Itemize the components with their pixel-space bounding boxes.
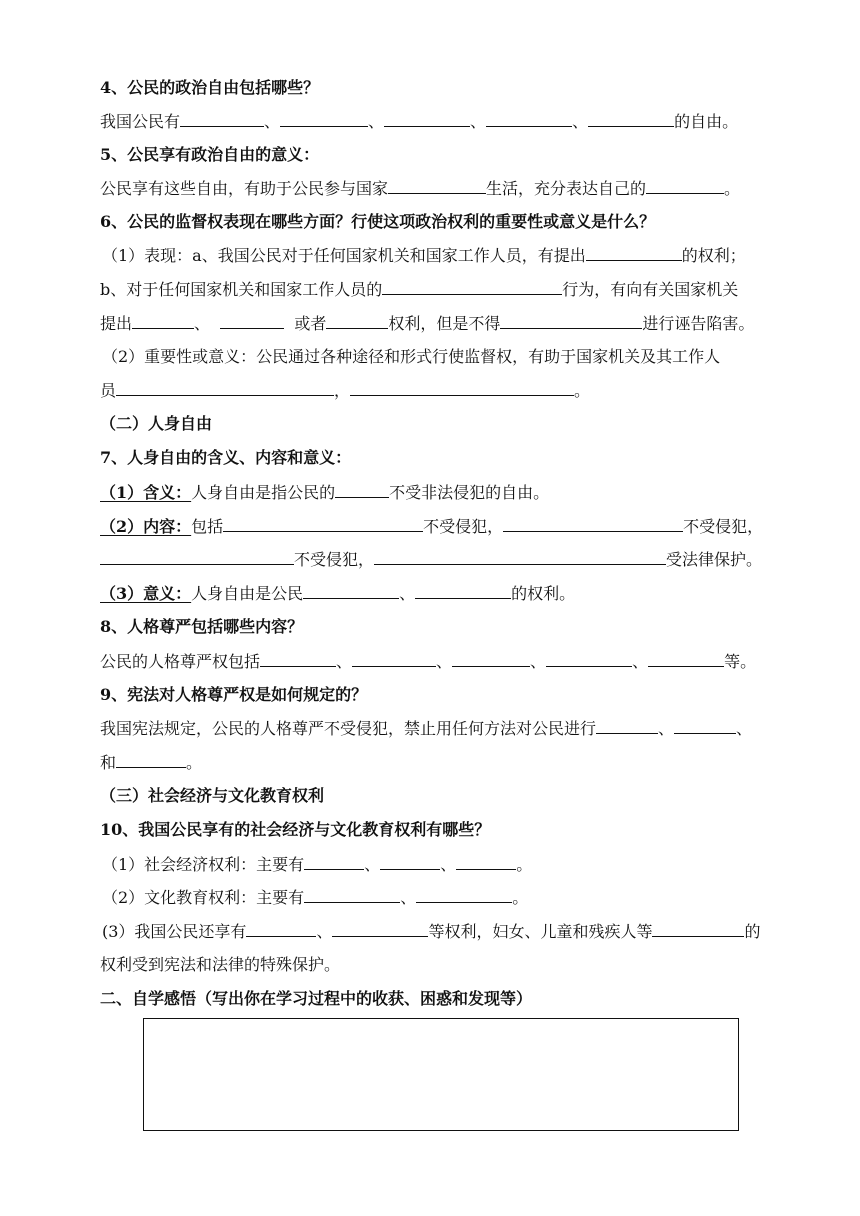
question-9-line-2 bbox=[100, 750, 790, 775]
question-4-answer bbox=[100, 109, 790, 134]
separator: 、 bbox=[440, 855, 457, 874]
blank[interactable] bbox=[220, 311, 284, 329]
question-4-title: 4、公民的政治自由包括哪些？ bbox=[100, 78, 320, 97]
blank[interactable] bbox=[246, 919, 316, 937]
question-10-line-4: 权利受到宪法和法律的特殊保护。 bbox=[100, 955, 341, 974]
q7-label: （1）含义： bbox=[100, 483, 192, 502]
q6-text: b、对于任何国家机关和国家工作人员的 bbox=[100, 280, 383, 299]
q5-text: 生活，充分表达自己的 bbox=[486, 179, 647, 198]
blank[interactable] bbox=[132, 311, 194, 329]
blank[interactable] bbox=[586, 243, 682, 261]
q8-prefix: 公民的人格尊严权包括 bbox=[100, 652, 261, 671]
question-10-line-3 bbox=[102, 919, 792, 944]
blank[interactable] bbox=[546, 649, 632, 667]
question-10-line-2 bbox=[102, 885, 792, 910]
q7-text: 人身自由是指公民的 bbox=[191, 483, 336, 502]
blank[interactable] bbox=[326, 311, 388, 329]
q9-text: 和 bbox=[100, 753, 117, 772]
q6-text: 。 bbox=[574, 381, 591, 400]
blank[interactable] bbox=[388, 176, 486, 194]
q4-suffix: 的自由。 bbox=[674, 112, 739, 131]
q6-text: 、 bbox=[194, 314, 211, 333]
blank[interactable] bbox=[180, 109, 264, 127]
q10-text: 。 bbox=[516, 855, 533, 874]
q7-label: （3）意义： bbox=[100, 584, 192, 603]
q6-text: 提出 bbox=[100, 314, 133, 333]
blank[interactable] bbox=[380, 852, 440, 870]
q6-text: 权利，但是不得 bbox=[388, 314, 501, 333]
q6-text: 或者 bbox=[294, 314, 327, 333]
q7-text: 不受侵犯， bbox=[294, 550, 375, 569]
separator: 、 bbox=[400, 888, 417, 907]
question-6-line-3 bbox=[100, 311, 790, 336]
blank[interactable] bbox=[415, 581, 511, 599]
question-10-title: 10、我国公民享有的社会经济与文化教育权利有哪些？ bbox=[100, 820, 491, 839]
section-2-title: （二）人身自由 bbox=[100, 414, 213, 433]
q5-text: 。 bbox=[724, 179, 741, 198]
q6-text: 行为，有向有关国家机关 bbox=[562, 280, 739, 299]
q10-text: 等权利，妇女、儿童和残疾人等 bbox=[428, 922, 653, 941]
q5-text: 公民享有这些自由，有助于公民参与国家 bbox=[100, 179, 389, 198]
question-7-title: 7、人身自由的含义、内容和意义： bbox=[100, 448, 352, 467]
q10-text: （2）文化教育权利：主要有 bbox=[102, 888, 305, 907]
q7-text: 不受侵犯， bbox=[683, 517, 764, 536]
blank[interactable] bbox=[116, 750, 186, 768]
blank[interactable] bbox=[588, 109, 674, 127]
question-9-line-1 bbox=[100, 716, 790, 741]
q10-text: 的 bbox=[744, 922, 761, 941]
blank[interactable] bbox=[648, 649, 724, 667]
separator: 、 bbox=[470, 112, 487, 131]
q9-text: 我国宪法规定，公民的人格尊严不受侵犯，禁止用任何方法对公民进行 bbox=[100, 719, 597, 738]
question-6-line-5 bbox=[100, 378, 790, 403]
blank[interactable] bbox=[332, 919, 428, 937]
question-7-line-1 bbox=[100, 480, 790, 505]
blank[interactable] bbox=[456, 852, 516, 870]
part-2-title: 二、自学感悟（写出你在学习过程中的收获、困惑和发现等） bbox=[100, 989, 533, 1008]
q10-text: （1）社会经济权利：主要有 bbox=[102, 855, 305, 874]
separator: 、 bbox=[736, 719, 753, 738]
q9-text: 。 bbox=[186, 753, 203, 772]
blank[interactable] bbox=[382, 277, 562, 295]
blank[interactable] bbox=[384, 109, 470, 127]
separator: 、 bbox=[368, 112, 385, 131]
blank[interactable] bbox=[646, 176, 724, 194]
q4-prefix: 我国公民有 bbox=[100, 112, 181, 131]
reflection-answer-box[interactable] bbox=[143, 1018, 739, 1131]
separator: 、 bbox=[530, 652, 547, 671]
question-8-answer bbox=[100, 649, 790, 674]
q6-text: ， bbox=[334, 381, 351, 400]
blank[interactable] bbox=[596, 716, 658, 734]
blank[interactable] bbox=[652, 919, 744, 937]
blank[interactable] bbox=[223, 514, 423, 532]
q6-text: 进行诬告陷害。 bbox=[642, 314, 755, 333]
q10-text: 。 bbox=[512, 888, 529, 907]
question-7-line-4 bbox=[100, 581, 790, 606]
question-6-line-1 bbox=[102, 243, 792, 268]
q7-text: 受法律保护。 bbox=[666, 550, 763, 569]
q7-text: 不受非法侵犯的自由。 bbox=[389, 483, 550, 502]
q7-text: 的权利。 bbox=[511, 584, 576, 603]
q8-suffix: 等。 bbox=[724, 652, 757, 671]
blank[interactable] bbox=[352, 649, 436, 667]
q7-text: 、 bbox=[399, 584, 416, 603]
blank[interactable] bbox=[350, 378, 574, 396]
question-7-line-3 bbox=[100, 547, 790, 572]
separator: 、 bbox=[436, 652, 453, 671]
separator: 、 bbox=[572, 112, 589, 131]
separator: 、 bbox=[316, 922, 333, 941]
separator: 、 bbox=[264, 112, 281, 131]
question-8-title: 8、人格尊严包括哪些内容？ bbox=[100, 617, 304, 636]
separator: 、 bbox=[336, 652, 353, 671]
blank[interactable] bbox=[416, 885, 512, 903]
blank[interactable] bbox=[335, 480, 389, 498]
q7-label: （2）内容： bbox=[100, 517, 192, 536]
question-7-line-2 bbox=[100, 514, 790, 539]
question-10-line-1 bbox=[102, 852, 792, 877]
blank[interactable] bbox=[100, 547, 294, 565]
section-3-title: （三）社会经济与文化教育权利 bbox=[100, 786, 325, 805]
blank[interactable] bbox=[304, 852, 364, 870]
blank[interactable] bbox=[500, 311, 642, 329]
question-6-line-4: （2）重要性或意义：公民通过各种途径和形式行使监督权，有助于国家机关及其工作人 bbox=[102, 347, 721, 366]
q10-text: (3）我国公民还享有 bbox=[102, 922, 247, 941]
blank[interactable] bbox=[674, 716, 736, 734]
blank[interactable] bbox=[374, 547, 666, 565]
question-5-answer bbox=[100, 176, 790, 201]
question-6-title: 6、公民的监督权表现在哪些方面？行使这项政治权利的重要性或意义是什么？ bbox=[100, 212, 656, 231]
q6-text: 的权利； bbox=[681, 246, 746, 265]
blank[interactable] bbox=[486, 109, 572, 127]
separator: 、 bbox=[658, 719, 675, 738]
blank[interactable] bbox=[280, 109, 368, 127]
q6-text: （1）表现：a、我国公民对于任何国家机关和国家工作人员，有提出 bbox=[102, 246, 586, 265]
blank[interactable] bbox=[116, 378, 334, 396]
blank[interactable] bbox=[260, 649, 336, 667]
blank[interactable] bbox=[503, 514, 683, 532]
q7-text: 不受侵犯， bbox=[423, 517, 504, 536]
q7-text: 包括 bbox=[191, 517, 224, 536]
separator: 、 bbox=[364, 855, 381, 874]
question-6-line-2 bbox=[100, 277, 790, 302]
q7-text: 人身自由是公民 bbox=[191, 584, 304, 603]
separator: 、 bbox=[632, 652, 649, 671]
blank[interactable] bbox=[304, 885, 400, 903]
q6-text: 员 bbox=[100, 381, 117, 400]
blank[interactable] bbox=[303, 581, 399, 599]
question-5-title: 5、公民享有政治自由的意义： bbox=[100, 145, 320, 164]
question-9-title: 9、宪法对人格尊严权是如何规定的？ bbox=[100, 685, 368, 704]
blank[interactable] bbox=[452, 649, 530, 667]
